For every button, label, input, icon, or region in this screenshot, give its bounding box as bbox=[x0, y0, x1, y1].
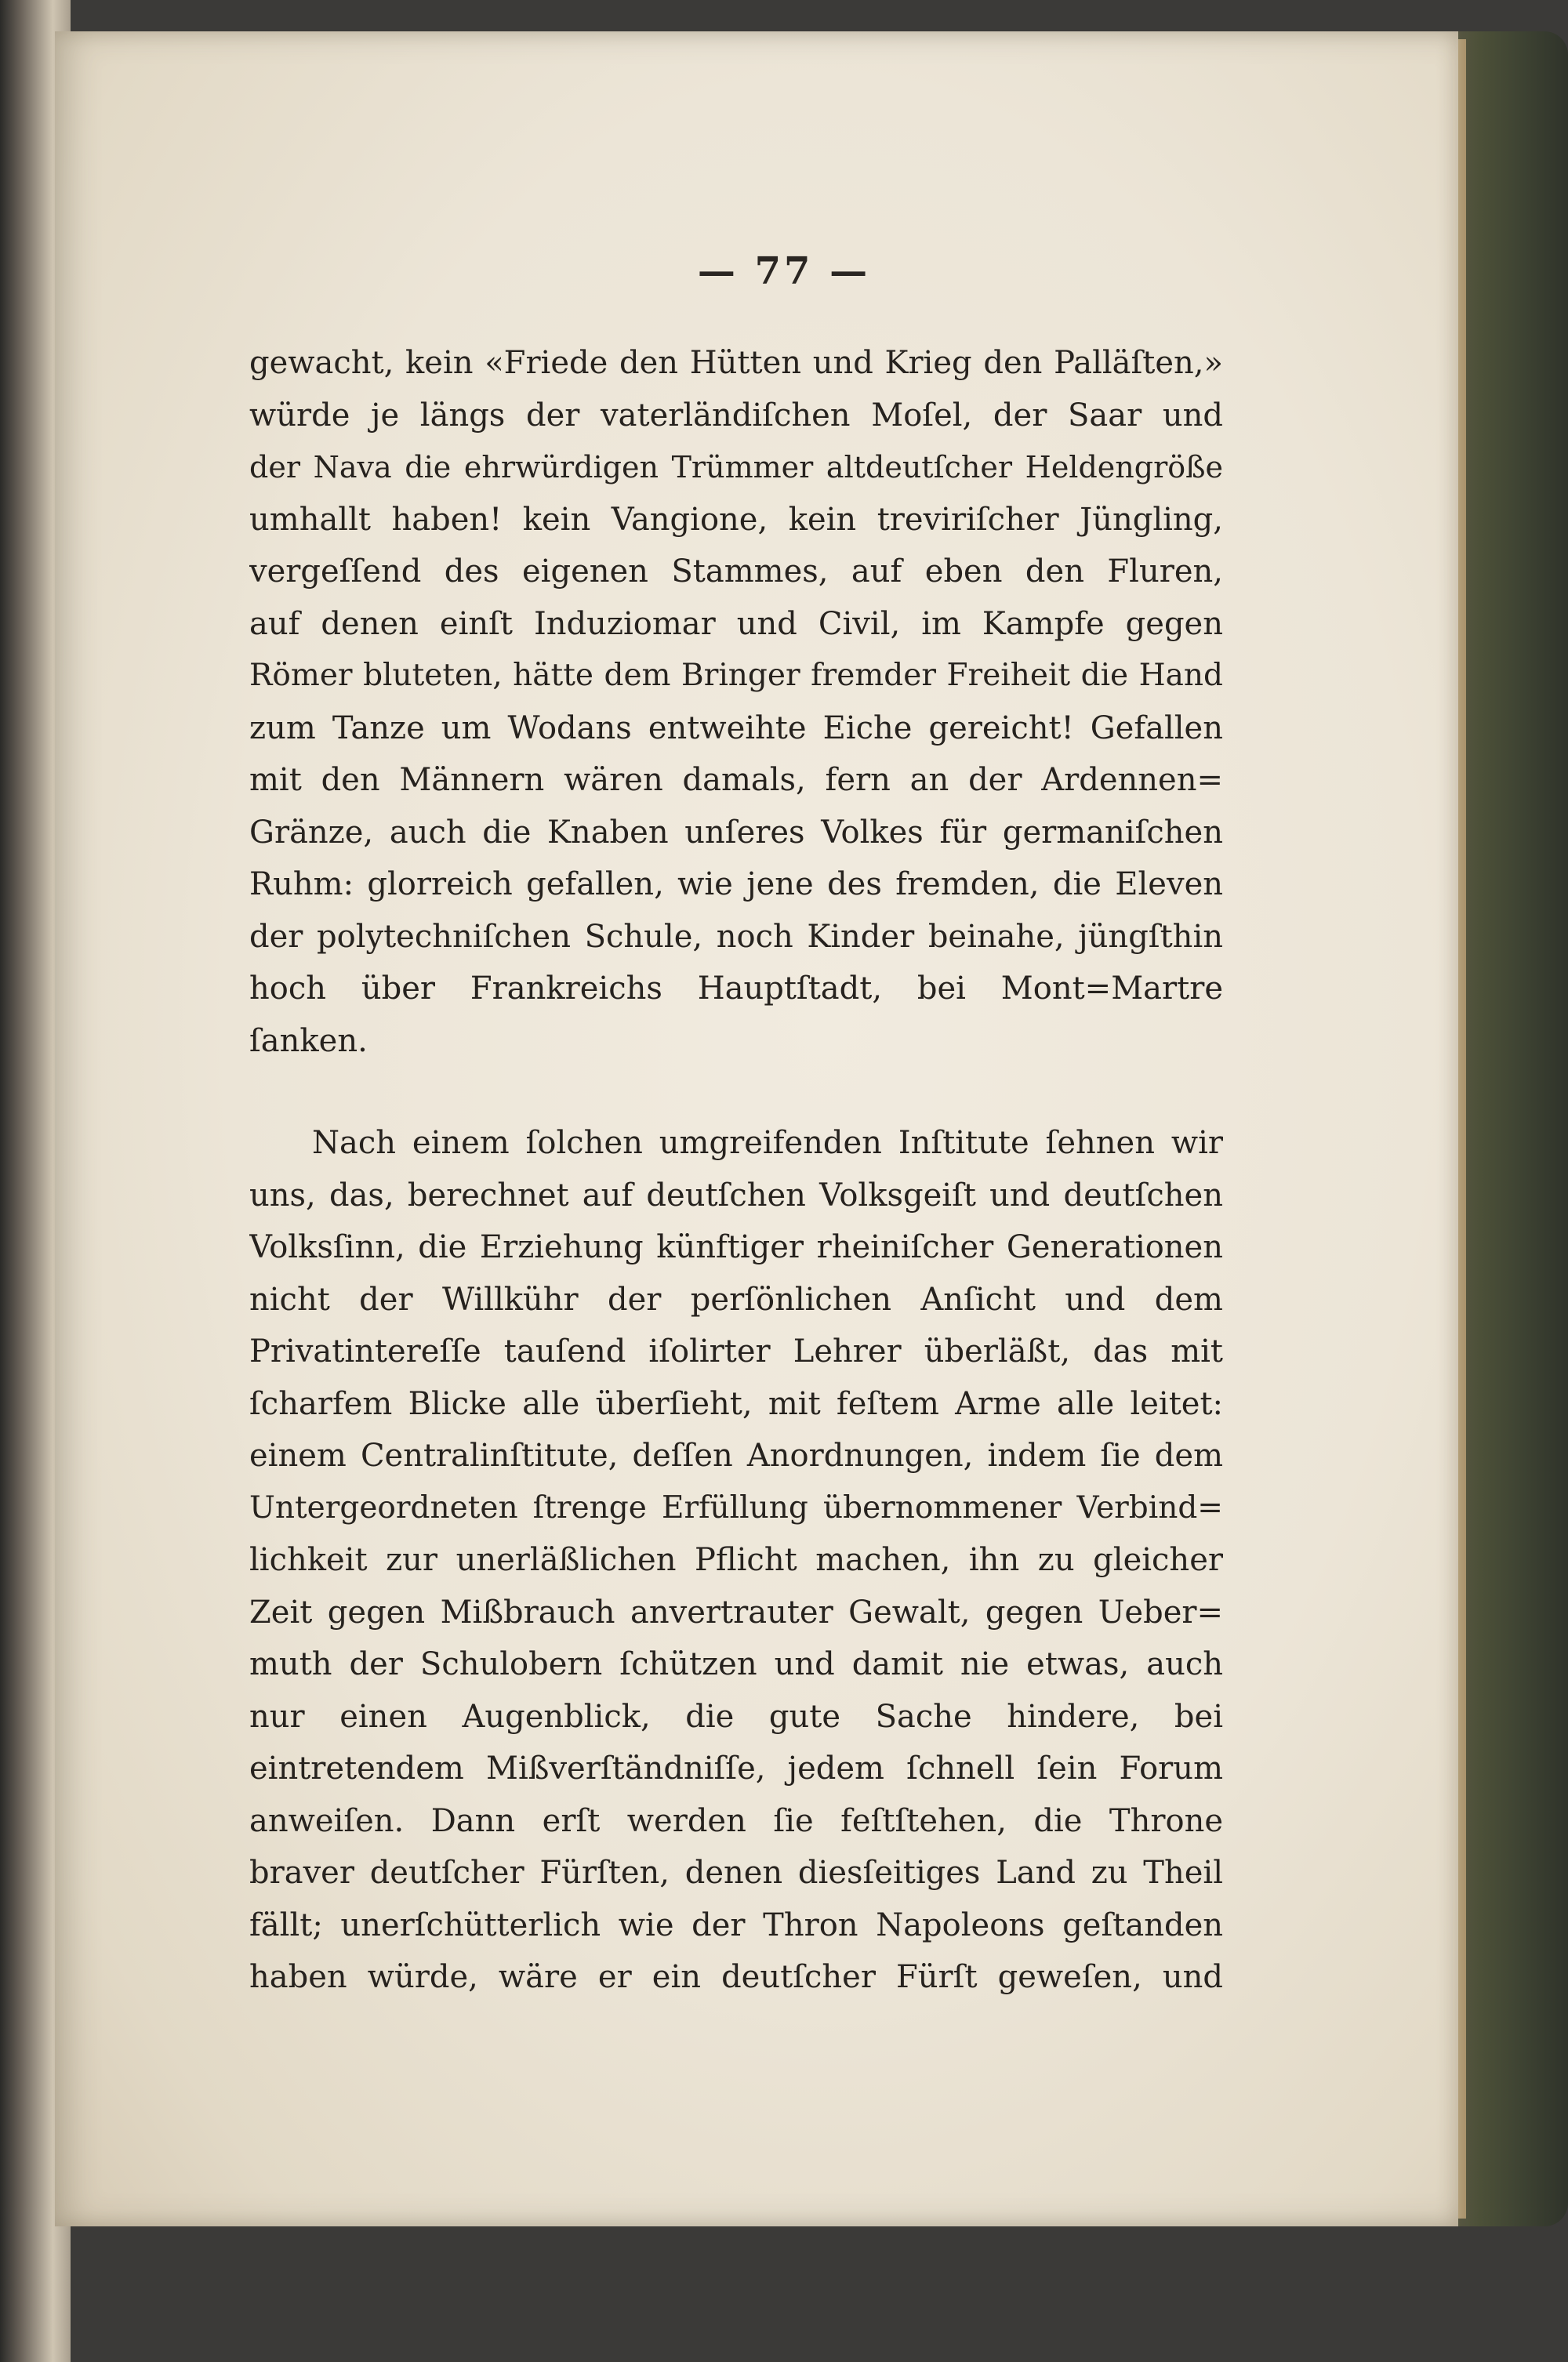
text-line: Untergeordneten ſtrenge Erfüllung übernommener Verbind= bbox=[249, 1489, 1223, 1526]
text-line: gewacht, kein «Friede den Hütten und Krieg den Palläſten,» bbox=[249, 345, 1223, 381]
text-line: nicht der Willkühr der perſönlichen Anſicht und dem bbox=[249, 1281, 1223, 1318]
text-line: muth der Schulobern ſchützen und damit nie etwas, auch bbox=[249, 1646, 1223, 1682]
text-line: Gränze, auch die Knaben unſeres Volkes für germaniſchen bbox=[249, 814, 1223, 851]
paragraph-1 bbox=[249, 337, 1223, 1067]
text-line: Ruhm: glorreich gefallen, wie jene des fremden, die Eleven bbox=[249, 866, 1223, 902]
text-line: auf denen einſt Induziomar und Civil, im Kampfe gegen bbox=[249, 605, 1223, 642]
text-line: hoch über Frankreichs Hauptſtadt, bei Mont=Martre bbox=[249, 971, 1223, 1007]
text-line: eintretendem Mißverſtändniſſe, jedem ſchnell ſein Forum bbox=[249, 1751, 1223, 1787]
text-line: einem Centralinſtitute, deſſen Anordnungen, indem ſie dem bbox=[249, 1438, 1223, 1474]
text-line: ſanken. bbox=[249, 1022, 368, 1059]
text-line: der Nava die ehrwürdigen Trümmer altdeutſcher Heldengröße bbox=[249, 450, 1223, 484]
paragraph-2 bbox=[249, 1117, 1223, 2004]
text-line: nur einen Augenblick, die gute Sache hindere, bei bbox=[249, 1698, 1223, 1735]
text-line: Volksſinn, die Erziehung künftiger rheiniſcher Generationen bbox=[249, 1229, 1223, 1265]
text-line: Zeit gegen Mißbrauch anvertrauter Gewalt, gegen Ueber= bbox=[249, 1594, 1223, 1631]
body-text bbox=[249, 337, 1223, 2004]
text-line: lichkeit zur unerläßlichen Pflicht machen, ihn zu gleicher bbox=[249, 1542, 1223, 1578]
text-line: Römer bluteten, hätte dem Bringer fremder Freiheit die Hand bbox=[249, 658, 1223, 693]
paragraph-gap bbox=[249, 1067, 1223, 1117]
text-line: der polytechniſchen Schule, noch Kinder beinahe, jüngſthin bbox=[249, 918, 1223, 955]
text-line: vergeſſend des eigenen Stammes, auf eben den Fluren, bbox=[249, 553, 1223, 590]
text-line: würde je längs der vaterländiſchen Moſel, der Saar und bbox=[249, 397, 1223, 434]
text-line: mit den Männern wären damals, fern an der Ardennen= bbox=[249, 762, 1223, 798]
text-line: uns, das, berechnet auf deutſchen Volksgeiſt und deutſchen bbox=[249, 1177, 1223, 1214]
text-line: Nach einem ſolchen umgreifenden Inſtitute ſehnen wir bbox=[312, 1125, 1223, 1161]
text-line: ſcharfem Blicke alle überſieht, mit feſtem Arme alle leitet: bbox=[249, 1385, 1223, 1422]
text-line: braver deutſcher Fürſten, denen diesſeitiges Land zu Theil bbox=[249, 1855, 1223, 1891]
text-line: haben würde, wäre er ein deutſcher Fürſt geweſen, und bbox=[249, 1959, 1223, 1995]
text-line: Privatintereſſe tauſend iſolirter Lehrer überläßt, das mit bbox=[249, 1333, 1223, 1370]
text-line: umhallt haben! kein Vangione, kein treviriſcher Jüngling, bbox=[249, 501, 1223, 538]
text-line: fällt; unerſchütterlich wie der Thron Napoleons geſtanden bbox=[249, 1907, 1223, 1943]
text-line: anweiſen. Dann erſt werden ſie feſtſtehen, die Throne bbox=[249, 1802, 1223, 1839]
text-line: zum Tanze um Wodans entweihte Eiche gereicht! Gefallen bbox=[249, 709, 1223, 746]
page-number: — 77 — bbox=[697, 249, 871, 293]
